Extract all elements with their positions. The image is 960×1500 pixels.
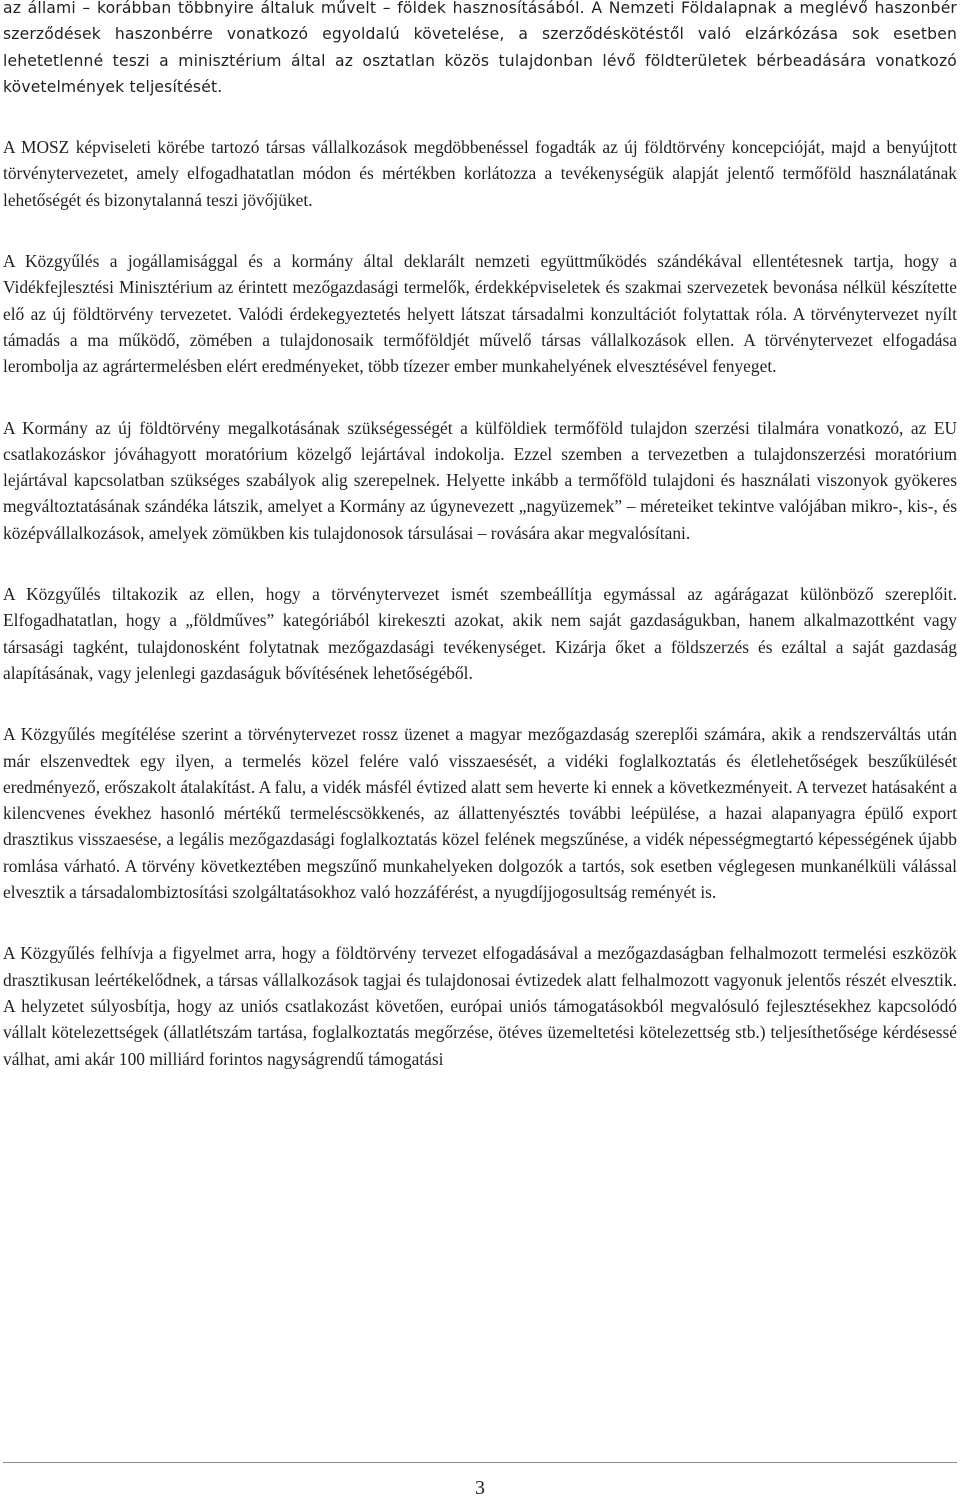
- body-text: [3, 0, 957, 1072]
- paragraph-2: A MOSZ képviseleti körébe tartozó társas vállalkozások megdöbbenéssel fogadták az új földtörvény koncepcióját, majd a benyújtott törvénytervezetet, amely elfogadhatatlan módon és mértékben korlátozza a tevékenységük alapját jelentő termőföld használatának lehetőségét és bizonytalanná teszi jövőjüket.: [3, 137, 957, 210]
- page-number: 3: [475, 1477, 485, 1499]
- paragraph-spacer: [3, 213, 957, 248]
- paragraph-6: A Közgyűlés megítélése szerint a törvénytervezet rossz üzenet a magyar mezőgazdaság szereplői számára, akik a rendszerváltás után már elszenvedtek egy ilyen, a termelés közel felére való visszaesését, a vidéki foglalkoztatás és életlehetőségek beszűkülését eredményező, erőszakolt átalakítást. A falu, a vidék másfél évtized alatt sem heverte ki ennek a következményeit. A tervezet hatásaként a kilencvenes évekhez hasonló mértékű termeléscsökkenés, az állattenyésztés további leépülése, a hazai alapanyagra épülő export drasztikus visszaesése, a legális mezőgazdasági foglalkoztatás közel felének megszűnése, a vidék népességmegtartó képességének újabb romlása várható. A törvény következtében megszűnő munkahelyeken dolgozók a tartós, sok esetben véglegesen munkanélküli válással elvesztik a társadalombiztosítási szolgáltatásokhoz való hozzáférést, a nyugdíjjogosultság reményét is.: [3, 724, 957, 903]
- paragraph-1: az állami – korábban többnyire általuk művelt – földek hasznosításából. A Nemzeti Földalapnak a meglévő haszonbér szerződések haszonbérre vonatkozó egyoldalú követelése, a szerződéskötéstől való elzárkózása sok esetben lehetetlenné teszi a minisztérium által az osztatlan közös tulajdonban lévő földterületek bérbeadására vonatkozó követelmények teljesítését.: [3, 0, 957, 96]
- paragraph-spacer: [3, 686, 957, 721]
- paragraph-spacer: [3, 100, 957, 134]
- paragraph-7: A Közgyűlés felhívja a figyelmet arra, hogy a földtörvény tervezet elfogadásával a mezőgazdaságban felhalmozott termelési eszközök drasztikusan leértékelődnek, a társas vállalkozások tagjai és tulajdonosai évtizedek alatt felhalmozott vagyonuk jelentős részét elvesztik. A helyzetet súlyosbítja, hogy az uniós csatlakozást követően, európai uniós támogatásokból megvalósuló fejlesztésekhez kapcsolódó vállalt kötelezettségek (állatlétszám tartása, foglalkoztatás megőrzése, ötéves üzemeltetési kötelezettség stb.) teljesíthetősége kérdésessé válhat, ami akár 100 milliárd forintos nagyságrendű támogatási: [3, 943, 957, 1069]
- paragraph-spacer: [3, 546, 957, 581]
- paragraph-spacer: [3, 905, 957, 940]
- paragraph-spacer: [3, 380, 957, 415]
- paragraph-4: A Kormány az új földtörvény megalkotásának szükségességét a külföldiek termőföld tulajdon szerzési tilalmára vonatkozó, az EU csatlakozáskor jóváhagyott moratórium közelgő lejártával indokolja. Ezzel szemben a tervezetben a tulajdonszerzési moratórium lejártával kapcsolatban szükséges szabályok alig szerepelnek. Helyette inkább a termőföld tulajdoni és használati viszonyok gyökeres megváltoztatásának szándéka látszik, amelyet a Kormány az úgynevezett „nagyüzemek” – méreteiket tekintve valójában mikro-, kis-, és középvállalkozások, amelyek zömükben kis tulajdonosok társulásai – rovására akar megvalósítani.: [3, 417, 957, 543]
- footer-divider: [3, 1462, 957, 1463]
- paragraph-3: A Közgyűlés a jogállamisággal és a kormány által deklarált nemzeti együttműködés szándékával ellentétesnek tartja, hogy a Vidékfejlesztési Minisztérium az érintett mezőgazdasági termelők, érdekképviseletek és szakmai szervezetek bevonása nélkül készítette elő az új földtörvény tervezetet. Valódi érdekegyeztetés helyett látszat társadalmi konzultációt folytattak róla. A törvénytervezet nyílt támadás a ma működő, zömében a tulajdonosaik termőföldjét művelő társas vállalkozások ellen. A törvénytervezet elfogadása lerombolja az agrártermelésben elért eredményeket, több tízezer ember munkahelyének elvesztésével fenyeget.: [3, 251, 957, 377]
- paragraph-5: A Közgyűlés tiltakozik az ellen, hogy a törvénytervezet ismét szembeállítja egymással az agárágazat különböző szereplőit. Elfogadhatatlan, hogy a „földműves” kategóriából kirekeszti azokat, akik nem saját gazdaságukban, hanem alkalmazottként vagy társasági tagként, tulajdonosként folytatnak mezőgazdasági tevékenységet. Kizárja őket a földszerzés és ezáltal a saját gazdaság alapításának, vagy jelenlegi gazdaságuk bővítésének lehetőségéből.: [3, 584, 957, 683]
